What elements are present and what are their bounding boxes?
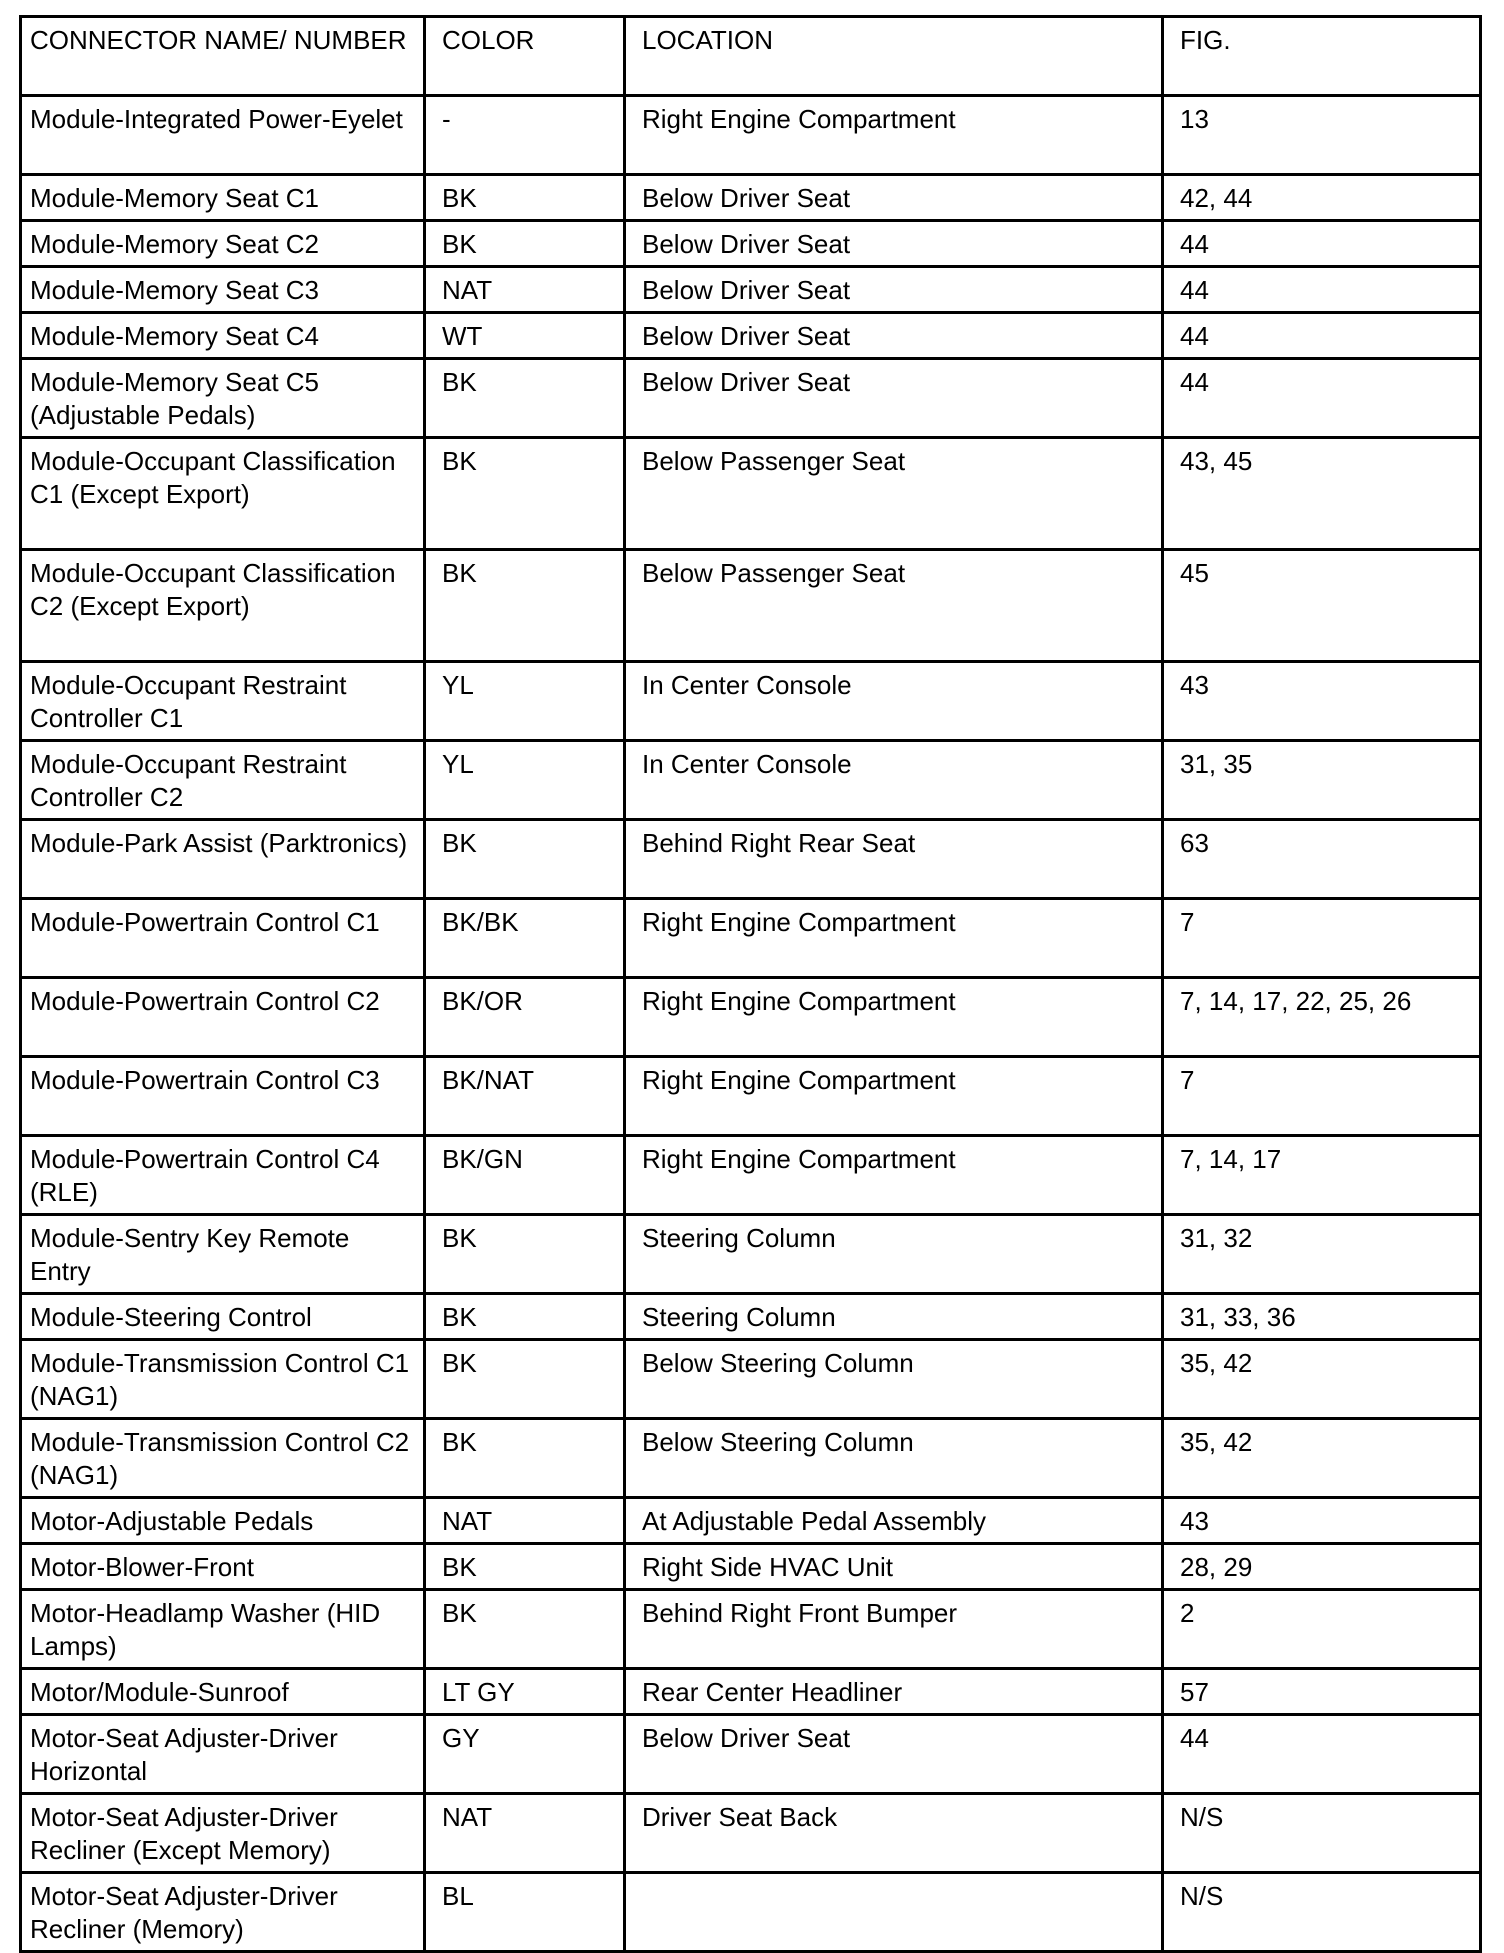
fig-cell: 13 [1163, 96, 1481, 175]
connector-name-cell: Module-Occupant Classification C1 (Except Export) [21, 438, 425, 550]
header-location: LOCATION [625, 17, 1163, 96]
fig-cell: 44 [1163, 221, 1481, 267]
connector-name-cell: Motor-Blower-Front [21, 1544, 425, 1590]
color-cell: BK [425, 1544, 625, 1590]
connector-name-cell: Module-Sentry Key Remote Entry [21, 1215, 425, 1294]
fig-cell: 7 [1163, 899, 1481, 978]
table-row [21, 978, 1481, 1057]
location-cell: Behind Right Rear Seat [625, 820, 1163, 899]
location-cell: Below Passenger Seat [625, 438, 1163, 550]
color-cell: NAT [425, 1794, 625, 1873]
table-row [21, 438, 1481, 550]
fig-cell: N/S [1163, 1873, 1481, 1952]
location-cell: Below Driver Seat [625, 267, 1163, 313]
connector-name-cell: Module-Memory Seat C4 [21, 313, 425, 359]
table-row [21, 313, 1481, 359]
location-cell: Below Driver Seat [625, 221, 1163, 267]
table-row [21, 359, 1481, 438]
location-cell: Driver Seat Back [625, 1794, 1163, 1873]
table-row [21, 820, 1481, 899]
color-cell: BK [425, 1590, 625, 1669]
color-cell: WT [425, 313, 625, 359]
location-cell: Rear Center Headliner [625, 1669, 1163, 1715]
location-cell: Right Engine Compartment [625, 899, 1163, 978]
color-cell: BK [425, 221, 625, 267]
connector-name-cell: Module-Powertrain Control C1 [21, 899, 425, 978]
connector-name-cell: Module-Occupant Restraint Controller C1 [21, 662, 425, 741]
fig-cell: 7 [1163, 1057, 1481, 1136]
connector-name-cell: Module-Powertrain Control C4 (RLE) [21, 1136, 425, 1215]
connector-name-cell: Motor/Module-Sunroof [21, 1669, 425, 1715]
connector-name-cell: Module-Steering Control [21, 1294, 425, 1340]
table-row [21, 1715, 1481, 1794]
fig-cell: 28, 29 [1163, 1544, 1481, 1590]
color-cell: BL [425, 1873, 625, 1952]
fig-cell: 44 [1163, 313, 1481, 359]
fig-cell: 7, 14, 17, 22, 25, 26 [1163, 978, 1481, 1057]
location-cell: In Center Console [625, 741, 1163, 820]
color-cell: BK [425, 1340, 625, 1419]
connector-location-table [19, 15, 1482, 1953]
fig-cell: 43 [1163, 1498, 1481, 1544]
connector-name-cell: Module-Transmission Control C2 (NAG1) [21, 1419, 425, 1498]
connector-name-cell: Module-Integrated Power-Eyelet [21, 96, 425, 175]
location-cell: Below Driver Seat [625, 175, 1163, 221]
color-cell: BK/GN [425, 1136, 625, 1215]
location-cell: Right Side HVAC Unit [625, 1544, 1163, 1590]
table-row [21, 1498, 1481, 1544]
fig-cell: 44 [1163, 359, 1481, 438]
fig-cell: 45 [1163, 550, 1481, 662]
table-row [21, 1294, 1481, 1340]
fig-cell: 31, 33, 36 [1163, 1294, 1481, 1340]
connector-name-cell: Module-Occupant Restraint Controller C2 [21, 741, 425, 820]
connector-name-cell: Module-Powertrain Control C2 [21, 978, 425, 1057]
table-row [21, 899, 1481, 978]
connector-name-cell: Module-Transmission Control C1 (NAG1) [21, 1340, 425, 1419]
table-row [21, 221, 1481, 267]
connector-name-cell: Module-Memory Seat C1 [21, 175, 425, 221]
location-cell: Below Steering Column [625, 1340, 1163, 1419]
fig-cell: 2 [1163, 1590, 1481, 1669]
location-cell: Below Driver Seat [625, 359, 1163, 438]
fig-cell: 42, 44 [1163, 175, 1481, 221]
header-fig: FIG. [1163, 17, 1481, 96]
location-cell: Right Engine Compartment [625, 978, 1163, 1057]
location-cell: Right Engine Compartment [625, 96, 1163, 175]
color-cell: - [425, 96, 625, 175]
location-cell: Behind Right Front Bumper [625, 1590, 1163, 1669]
connector-name-cell: Motor-Seat Adjuster-Driver Recliner (Memory) [21, 1873, 425, 1952]
color-cell: YL [425, 741, 625, 820]
fig-cell: 43 [1163, 662, 1481, 741]
table-row [21, 1057, 1481, 1136]
color-cell: BK [425, 438, 625, 550]
color-cell: BK [425, 550, 625, 662]
fig-cell: N/S [1163, 1794, 1481, 1873]
location-cell [625, 1873, 1163, 1952]
connector-name-cell: Module-Powertrain Control C3 [21, 1057, 425, 1136]
connector-name-cell: Motor-Headlamp Washer (HID Lamps) [21, 1590, 425, 1669]
connector-name-cell: Module-Park Assist (Parktronics) [21, 820, 425, 899]
location-cell: At Adjustable Pedal Assembly [625, 1498, 1163, 1544]
color-cell: BK [425, 175, 625, 221]
table-row [21, 1590, 1481, 1669]
color-cell: GY [425, 1715, 625, 1794]
table-row [21, 1544, 1481, 1590]
connector-name-cell: Motor-Seat Adjuster-Driver Recliner (Except Memory) [21, 1794, 425, 1873]
connector-name-cell: Module-Memory Seat C5 (Adjustable Pedals) [21, 359, 425, 438]
fig-cell: 44 [1163, 267, 1481, 313]
color-cell: LT GY [425, 1669, 625, 1715]
table-row [21, 175, 1481, 221]
table-row [21, 1136, 1481, 1215]
table-row [21, 1669, 1481, 1715]
table-row [21, 1873, 1481, 1952]
location-cell: In Center Console [625, 662, 1163, 741]
color-cell: NAT [425, 267, 625, 313]
color-cell: BK [425, 1215, 625, 1294]
fig-cell: 35, 42 [1163, 1419, 1481, 1498]
table-row [21, 1215, 1481, 1294]
connector-name-cell: Motor-Seat Adjuster-Driver Horizontal [21, 1715, 425, 1794]
color-cell: BK/OR [425, 978, 625, 1057]
table-row [21, 1419, 1481, 1498]
table-row [21, 741, 1481, 820]
table-row [21, 550, 1481, 662]
color-cell: YL [425, 662, 625, 741]
connector-name-cell: Module-Memory Seat C3 [21, 267, 425, 313]
location-cell: Steering Column [625, 1294, 1163, 1340]
location-cell: Below Driver Seat [625, 313, 1163, 359]
fig-cell: 31, 35 [1163, 741, 1481, 820]
fig-cell: 57 [1163, 1669, 1481, 1715]
color-cell: BK/NAT [425, 1057, 625, 1136]
fig-cell: 31, 32 [1163, 1215, 1481, 1294]
color-cell: BK [425, 359, 625, 438]
color-cell: BK [425, 1419, 625, 1498]
location-cell: Below Steering Column [625, 1419, 1163, 1498]
table-row [21, 1794, 1481, 1873]
color-cell: BK [425, 1294, 625, 1340]
table-row [21, 1340, 1481, 1419]
table-header-row [21, 17, 1481, 96]
table-row [21, 267, 1481, 313]
fig-cell: 35, 42 [1163, 1340, 1481, 1419]
connector-name-cell: Motor-Adjustable Pedals [21, 1498, 425, 1544]
fig-cell: 63 [1163, 820, 1481, 899]
location-cell: Right Engine Compartment [625, 1136, 1163, 1215]
fig-cell: 7, 14, 17 [1163, 1136, 1481, 1215]
connector-name-cell: Module-Memory Seat C2 [21, 221, 425, 267]
color-cell: NAT [425, 1498, 625, 1544]
fig-cell: 43, 45 [1163, 438, 1481, 550]
table-row [21, 96, 1481, 175]
header-color: COLOR [425, 17, 625, 96]
color-cell: BK [425, 820, 625, 899]
header-connector-name: CONNECTOR NAME/ NUMBER [21, 17, 425, 96]
location-cell: Below Passenger Seat [625, 550, 1163, 662]
connector-name-cell: Module-Occupant Classification C2 (Except Export) [21, 550, 425, 662]
color-cell: BK/BK [425, 899, 625, 978]
table-row [21, 662, 1481, 741]
location-cell: Right Engine Compartment [625, 1057, 1163, 1136]
fig-cell: 44 [1163, 1715, 1481, 1794]
location-cell: Steering Column [625, 1215, 1163, 1294]
location-cell: Below Driver Seat [625, 1715, 1163, 1794]
